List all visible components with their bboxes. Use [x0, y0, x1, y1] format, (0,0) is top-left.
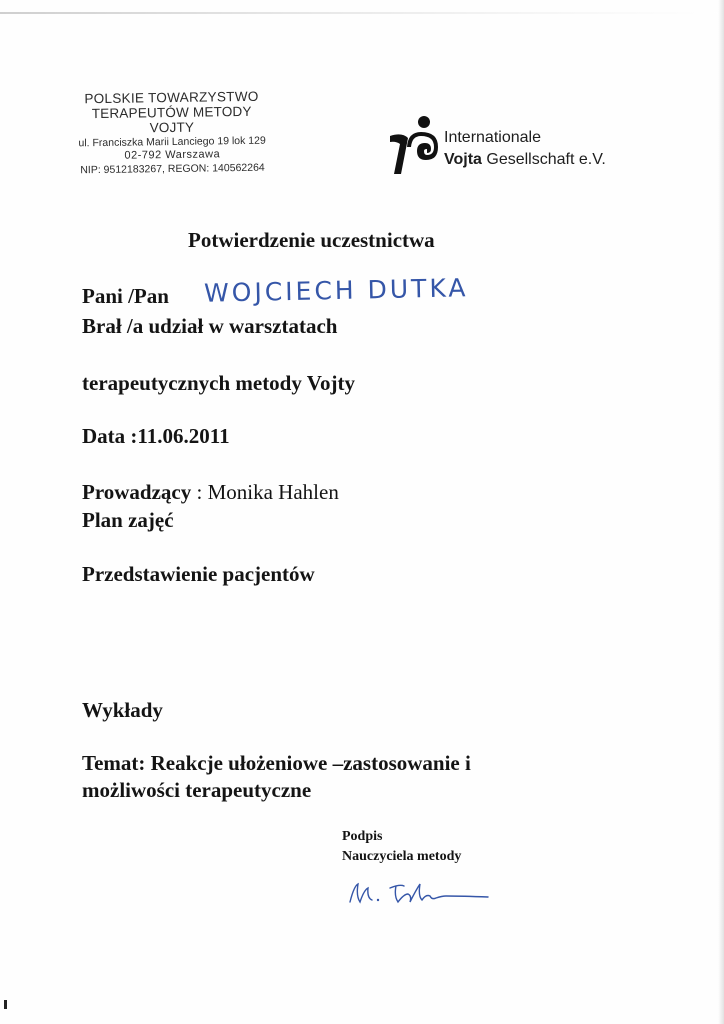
scan-top-edge — [0, 12, 724, 14]
plan-item: Przedstawienie pacjentów — [82, 562, 315, 586]
participation-line-1: Brał /a udział w warsztatach — [82, 314, 338, 338]
signature-label-2: Nauczyciela metody — [342, 849, 462, 864]
instructor-label: Prowadzący — [82, 480, 192, 504]
vojta-logo-icon — [388, 114, 440, 178]
date-line: Data :11.06.2011 — [82, 424, 230, 448]
logo-line-2 — [444, 149, 606, 171]
instructor-value: : Monika Hahlen — [191, 480, 339, 504]
logo-vojta-word: Vojta — [444, 151, 482, 168]
participant-name-handwritten: WOJCIECH DUTKA — [203, 273, 469, 308]
stamp-line-4: 02-792 Warszawa — [124, 148, 221, 162]
stamp-line-2: TERAPEUTÓW METODY VOJTY — [91, 103, 252, 136]
logo-line-2-rest: Gesellschaft e.V. — [481, 151, 606, 168]
vojta-society-logo — [388, 114, 638, 178]
topic-line-1: Temat: Reakcje ułożeniowe –zastosowanie i — [82, 751, 471, 775]
signature-label-1: Podpis — [342, 829, 383, 844]
handwritten-signature — [338, 872, 498, 912]
stamp-line-1: POLSKIE TOWARZYSTWO — [84, 88, 259, 107]
topic-line-2: możliwości terapeutyczne — [82, 778, 312, 802]
stamp-line-3: ul. Franciszka Marii Lanciego 19 lok 129 — [78, 134, 266, 150]
scan-right-edge — [718, 0, 724, 1024]
stamp-line-5: NIP: 9512183267, REGON: 140562264 — [80, 161, 265, 177]
organization-stamp — [71, 89, 272, 178]
pani-pan-label: Pani /Pan — [82, 284, 169, 308]
instructor-line — [82, 480, 339, 505]
lectures-label: Wykłady — [82, 698, 163, 722]
document-title: Potwierdzenie uczestnictwa — [188, 228, 435, 252]
logo-line-1: Internationale — [444, 129, 541, 146]
logo-text — [444, 127, 606, 171]
scan-speck — [4, 1000, 7, 1009]
plan-label: Plan zajęć — [82, 508, 174, 532]
participation-line-2: terapeutycznych metody Vojty — [82, 371, 355, 395]
